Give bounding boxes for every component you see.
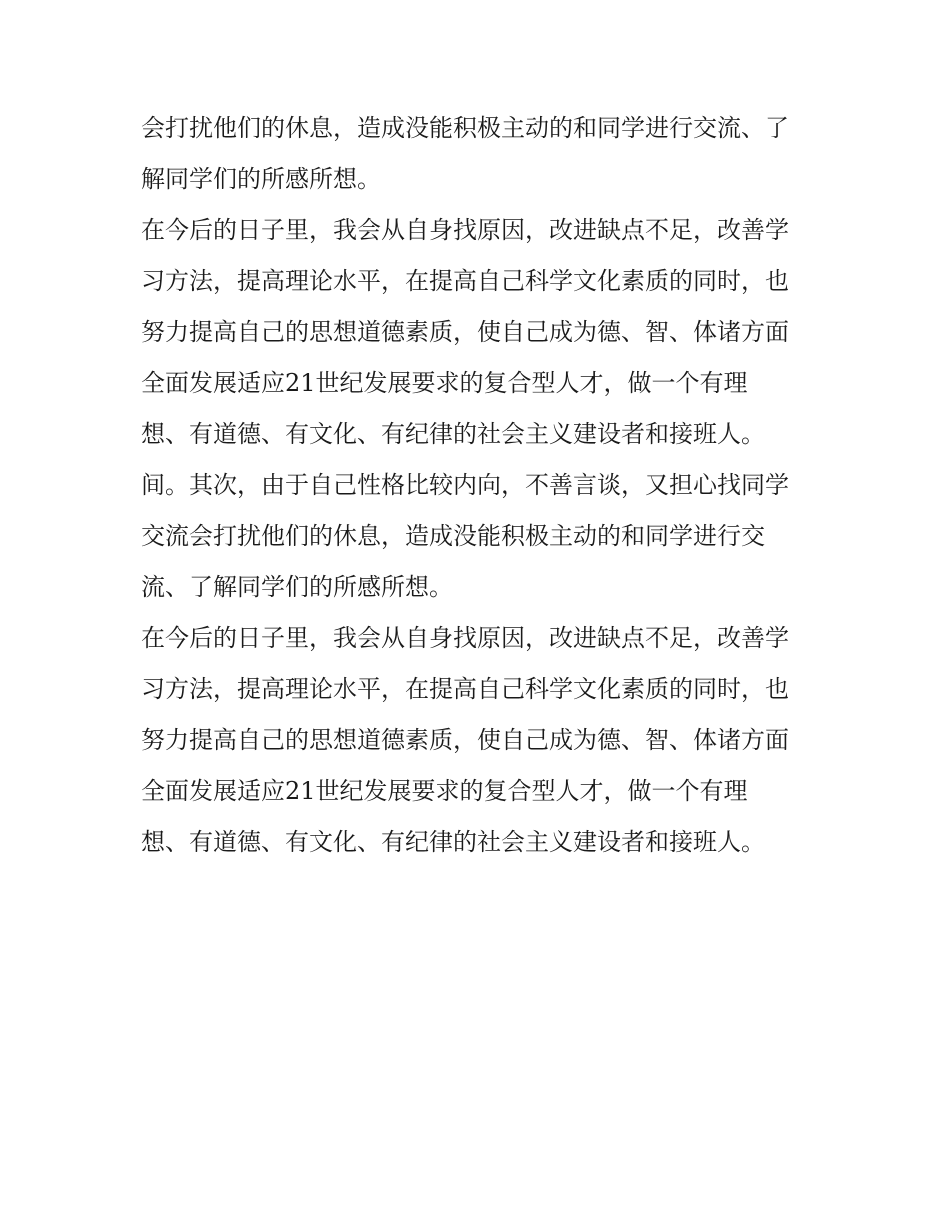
text-line-8: 间。其次，由于自己性格比较内向，不善言谈，又担心找同学 — [141, 471, 789, 499]
text-line-5: 努力提高自己的思想道德素质，使自己成为德、智、体诸方面 — [141, 318, 789, 346]
text-line-1: 会打扰他们的休息，造成没能积极主动的和同学进行交流、了 — [141, 114, 789, 142]
text-line-14: 全面发展适应21世纪发展要求的复合型人才，做一个有理 — [141, 777, 748, 805]
text-line-4: 习方法，提高理论水平，在提高自己科学文化素质的同时，也 — [141, 267, 789, 295]
text-line-3: 在今后的日子里，我会从自身找原因，改进缺点不足，改善学 — [141, 216, 789, 244]
text-line-11: 在今后的日子里，我会从自身找原因，改进缺点不足，改善学 — [141, 624, 789, 652]
text-line-13: 努力提高自己的思想道德素质，使自己成为德、智、体诸方面 — [141, 726, 789, 754]
text-line-6: 全面发展适应21世纪发展要求的复合型人才，做一个有理 — [141, 369, 748, 397]
text-line-2: 解同学们的所感所想。 — [141, 165, 381, 193]
text-line-7: 想、有道德、有文化、有纪律的社会主义建设者和接班人。 — [141, 420, 765, 448]
text-line-12: 习方法，提高理论水平，在提高自己科学文化素质的同时，也 — [141, 675, 789, 703]
text-line-15: 想、有道德、有文化、有纪律的社会主义建设者和接班人。 — [141, 828, 765, 856]
document-body — [141, 103, 841, 868]
text-line-10: 流、了解同学们的所感所想。 — [141, 573, 453, 601]
text-line-9: 交流会打扰他们的休息，造成没能积极主动的和同学进行交 — [141, 522, 765, 550]
